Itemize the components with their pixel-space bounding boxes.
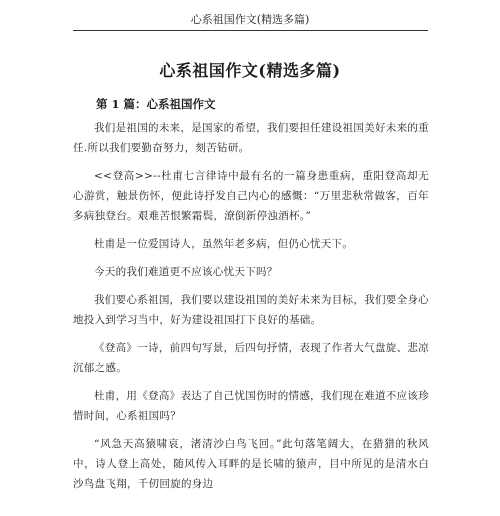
document-title: 心系祖国作文(精选多篇) xyxy=(159,61,341,80)
paragraph-1: 我们是祖国的未来，是国家的希望，我们要担任建设祖国美好未来的重任.所以我们要勤奋努力，刻苦钻研。 xyxy=(73,122,429,154)
document-body xyxy=(73,118,429,502)
paragraph-4: 今天的我们难道更不应该心忧天下吗？ xyxy=(94,266,278,278)
paragraph-3: 杜甫是一位爱国诗人，虽然年老多病，但仍心忧天下。 xyxy=(94,238,354,250)
paragraph-6: 《登高》一诗，前四句写景，后四句抒情，表现了作者大气盘旋、悲凉沉郁之感。 xyxy=(73,342,429,374)
paragraph-7: 杜甫，用《登高》表达了自己忧国伤时的情感，我们现在难道不应该珍惜时间，心系祖国吗？ xyxy=(73,390,429,422)
section-heading: 第 1 篇：心系祖国作文 xyxy=(96,97,216,111)
header-divider xyxy=(73,30,428,31)
paragraph-8: “风急天高猿啸哀，渚清沙白鸟飞回。”此句落笔阔大，在猎猎的秋风中，诗人登上高处，随风传入耳畔的是长啸的猿声，目中所见的是清水白沙鸟盘飞翔，千仞回旋的身边 xyxy=(73,438,429,490)
paragraph-2: <<登高>>--杜甫七言律诗中最有名的一篇身患重病，重阳登高却无心游赏，触景伤怀，便此诗抒发自己内心的感慨：“万里悲秋常做客，百年多病独登台。艰难苦恨繁霜鬓，潦倒新停浊酒杯。” xyxy=(73,170,429,222)
running-header: 心系祖国作文(精选多篇) xyxy=(190,13,310,26)
paragraph-5: 我们要心系祖国，我们要以建设祖国的美好未来为目标，我们要全身心地投入到学习当中，好为建设祖国打下良好的基础。 xyxy=(73,294,429,326)
